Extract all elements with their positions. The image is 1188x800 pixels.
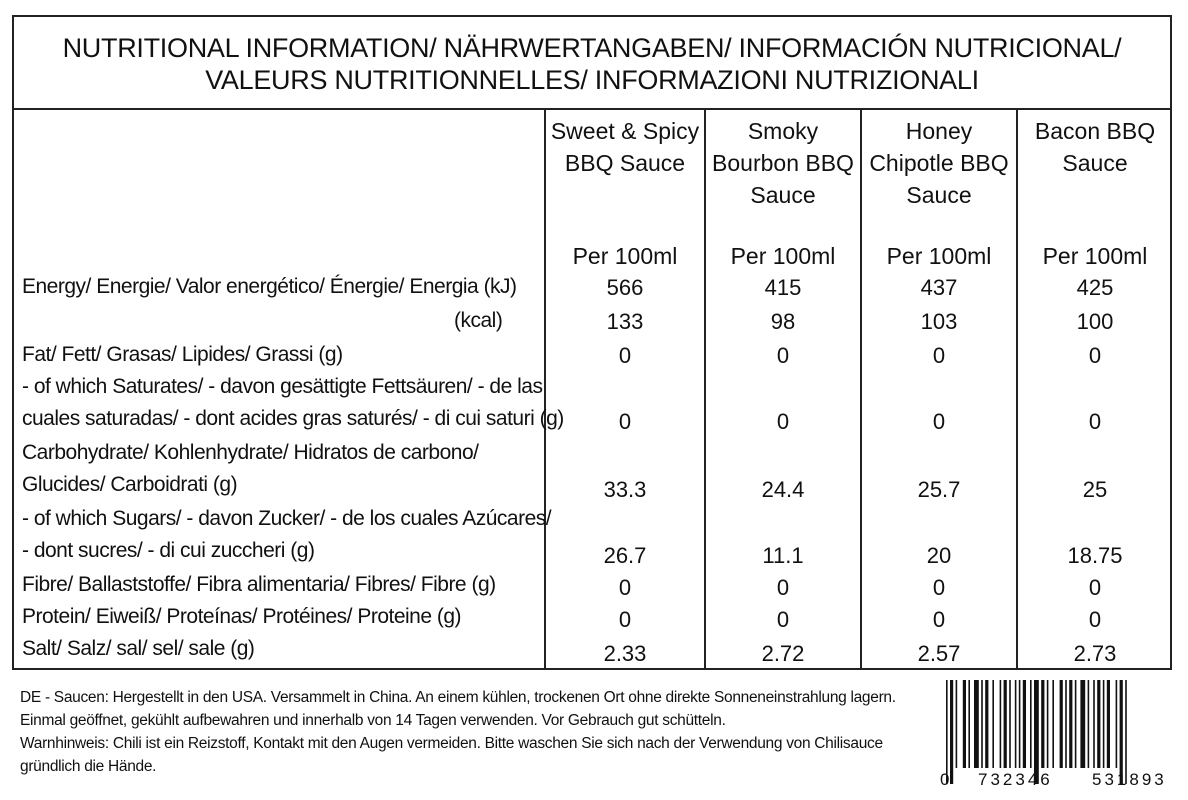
value-cell: 0: [618, 607, 632, 632]
barcode-bar: [956, 680, 958, 768]
footer-line-3: Warnhinweis: Chili ist ein Reizstoff, Kontakt mit den Augen vermeiden. Bitte waschen Sie sich nach der Verwendung von Chilisauce: [20, 735, 883, 752]
barcode-bar: [1065, 680, 1067, 768]
barcode-bar: [1004, 680, 1007, 768]
barcode-bar: [1107, 680, 1110, 768]
row-label-carbohydrate-line1: Carbohydrate/ Kohlenhydrate/ Hidratos de carbono/: [22, 441, 479, 464]
value-cell: 0: [776, 607, 790, 632]
barcode-bar: [1103, 680, 1105, 768]
barcode-digits-right: 531893: [1092, 770, 1167, 789]
value-cell: 2.33: [603, 641, 647, 666]
barcode-bar: [1120, 680, 1123, 784]
value-cell: 0: [932, 343, 946, 368]
barcode-digits-left: 732346: [978, 770, 1053, 789]
value-cell: 11.1: [762, 543, 804, 568]
product-header-bacon-bbq: Bacon BBQ Sauce: [1034, 118, 1156, 176]
value-cell: 20: [926, 543, 952, 568]
barcode-bar: [981, 680, 983, 768]
value-cell: 0: [776, 575, 790, 600]
value-cell: 0: [1088, 409, 1102, 434]
per-100ml-label: Per 100ml: [572, 243, 678, 269]
per-100ml-label: Per 100ml: [886, 243, 992, 269]
row-label-saturates-line1: - of which Saturates/ - davon gesättigte Fettsäuren/ - de las: [22, 375, 543, 398]
value-cell: 437: [920, 275, 958, 300]
barcode-bar: [968, 680, 970, 768]
nutrition-table: [12, 15, 1172, 670]
value-cell: 25: [1082, 477, 1108, 502]
value-cell: 133: [606, 309, 644, 334]
barcode-bar: [985, 680, 988, 768]
value-cell: 0: [618, 409, 632, 434]
product-header-sweet-spicy: Sweet & Spicy BBQ Sauce: [550, 118, 700, 176]
value-cell: 425: [1076, 275, 1114, 300]
value-cell: 0: [1088, 575, 1102, 600]
value-cell: 24.4: [761, 477, 805, 502]
value-cell: 0: [776, 409, 790, 434]
value-cell: 25.7: [917, 477, 961, 502]
product-header-smoky-bourbon: Smoky Bourbon BBQ Sauce: [712, 118, 854, 208]
value-cell: 0: [1088, 343, 1102, 368]
row-label-sugars-line2: - dont sucres/ - di cui zuccheri (g): [22, 539, 315, 562]
footer-line-1: DE - Saucen: Hergestellt in den USA. Versammelt in China. An einem kühlen, trockenen Ort ohne direkte Sonneneinstrahlung lagern.: [20, 689, 896, 706]
title-line-1: NUTRITIONAL INFORMATION/ NÄHRWERTANGABEN/ INFORMACIÓN NUTRICIONAL/: [62, 33, 1122, 63]
title-line-2: VALEURS NUTRITIONNELLES/ INFORMAZIONI NUTRIZIONALI: [205, 65, 979, 95]
barcode-bar: [1041, 680, 1044, 768]
row-label-sugars-line1: - of which Sugars/ - davon Zucker/ - de los cuales Azúcares/: [22, 507, 552, 530]
row-label-salt: Salt/ Salz/ sal/ sel/ sale (g): [22, 637, 255, 660]
barcode-bar: [963, 680, 966, 768]
value-cell: 0: [776, 343, 790, 368]
value-cell: 0: [618, 343, 632, 368]
storage-and-warning-text: [20, 686, 920, 778]
barcode-digit-first: 0: [940, 770, 950, 789]
value-cell: 18.75: [1067, 543, 1123, 568]
footer-line-4: gründlich die Hände.: [20, 758, 157, 775]
value-cell: 2.73: [1073, 641, 1117, 666]
barcode-bar: [1009, 680, 1011, 768]
barcode-bar: [1023, 680, 1026, 768]
barcode-bar: [1019, 680, 1021, 768]
barcode-bar: [1069, 680, 1072, 768]
barcode-bar: [1125, 680, 1127, 784]
barcode-bar: [1075, 680, 1077, 768]
barcode-bar: [992, 680, 994, 768]
product-header-honey-chipotle: Honey Chipotle BBQ Sauce: [869, 118, 1009, 208]
barcode-bar: [1034, 680, 1039, 784]
barcode-bar: [1052, 680, 1054, 768]
value-cell: 103: [920, 309, 958, 334]
barcode-bar: [1060, 680, 1063, 768]
value-cell: 415: [764, 275, 802, 300]
barcode-bar: [1116, 680, 1118, 768]
barcode-bar: [1080, 680, 1085, 768]
table-title: [14, 17, 1170, 110]
value-cell: 2.57: [917, 641, 961, 666]
value-cell: 26.7: [603, 543, 647, 568]
value-cell: 2.72: [761, 641, 805, 666]
barcode-bar: [1015, 680, 1017, 768]
barcode-bar: [1088, 680, 1090, 768]
value-cell: 0: [932, 575, 946, 600]
value-cell: 100: [1076, 309, 1114, 334]
value-cell: 98: [770, 309, 796, 334]
row-label-fibre: Fibre/ Ballaststoffe/ Fibra alimentaria/ Fibres/ Fibre (g): [22, 573, 496, 596]
row-label-saturates-line2: cuales saturadas/ - dont acides gras saturés/ - di cui saturi (g): [22, 407, 564, 430]
barcode-bar: [1047, 680, 1049, 768]
barcode-bar: [974, 680, 979, 768]
value-cell: 0: [1088, 607, 1102, 632]
barcode-bar: [1093, 680, 1095, 768]
row-label-energy-kcal: (kcal): [454, 309, 503, 332]
barcode-bar: [950, 680, 953, 784]
value-cell: 33.3: [603, 477, 647, 502]
value-cell: 0: [932, 607, 946, 632]
row-label-fat: Fat/ Fett/ Grasas/ Lipides/ Grassi (g): [22, 343, 343, 366]
barcode-bar: [1000, 680, 1002, 768]
row-label-protein: Protein/ Eiweiß/ Proteínas/ Protéines/ Proteine (g): [22, 605, 462, 628]
value-cell: 566: [606, 275, 644, 300]
row-label-energy-kj: Energy/ Energie/ Valor energético/ Énergie/ Energia (kJ): [22, 275, 517, 298]
barcode-bar: [1030, 680, 1032, 768]
footer-line-2: Einmal geöffnet, gekühlt aufbewahren und innerhalb von 14 Tagen verwenden. Vor Gebrauch gut schütteln.: [20, 712, 726, 729]
per-100ml-label: Per 100ml: [730, 243, 836, 269]
per-100ml-label: Per 100ml: [1042, 243, 1148, 269]
value-cell: 0: [618, 575, 632, 600]
value-cell: 0: [932, 409, 946, 434]
barcode-bar: [1097, 680, 1100, 768]
barcode-bar: [946, 680, 948, 784]
row-label-carbohydrate-line2: Glucides/ Carboidrati (g): [22, 473, 238, 496]
